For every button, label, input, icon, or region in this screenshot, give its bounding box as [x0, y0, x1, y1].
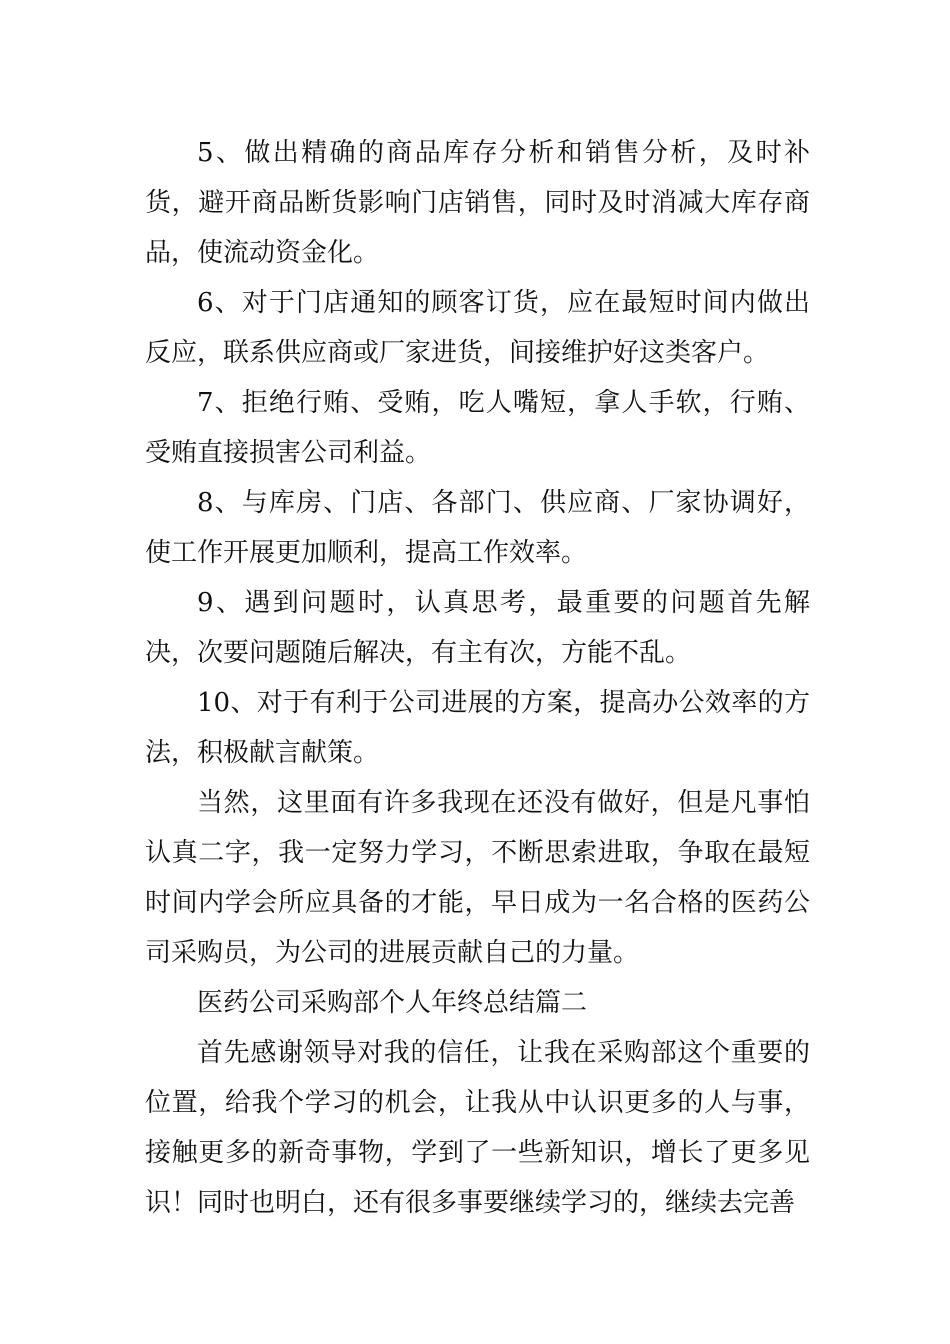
paragraph-conclusion: 当然，这里面有许多我现在还没有做好，但是凡事怕认真二字，我一定努力学习，不断思索进取，争取在最短时间内学会所应具备的才能，早日成为一名合格的医药公司采购员，为公司的进展贡献自己的力量。 [145, 788, 810, 968]
paragraph-item-6: 6、对于门店通知的顾客订货，应在最短时间内做出反应，联系供应商或厂家进货，间接维护好这类客户。 [145, 288, 810, 368]
section-heading: 医药公司采购部个人年终总结篇二 [197, 988, 588, 1018]
paragraph-item-7: 7、拒绝行贿、受贿，吃人嘴短，拿人手软，行贿、受贿直接损害公司利益。 [145, 388, 810, 468]
document-body [145, 128, 810, 1228]
paragraph-item-5: 5、做出精确的商品库存分析和销售分析，及时补货，避开商品断货影响门店销售，同时及时消减大库存商品，使流动资金化。 [145, 138, 810, 268]
paragraph-item-9: 9、遇到问题时，认真思考，最重要的问题首先解决，次要问题随后解决，有主有次，方能不乱。 [145, 588, 810, 668]
paragraph-item-8: 8、与库房、门店、各部门、供应商、厂家协调好，使工作开展更加顺利，提高工作效率。 [145, 488, 810, 568]
paragraph-section-intro: 首先感谢领导对我的信任，让我在采购部这个重要的位置，给我个学习的机会，让我从中认识更多的人与事，接触更多的新奇事物，学到了一些新知识，增长了更多见识！同时也明白，还有很多事要继续学习的，继续去完善 [145, 1038, 810, 1218]
paragraph-item-10: 10、对于有利于公司进展的方案，提高办公效率的方法，积极献言献策。 [145, 688, 810, 768]
